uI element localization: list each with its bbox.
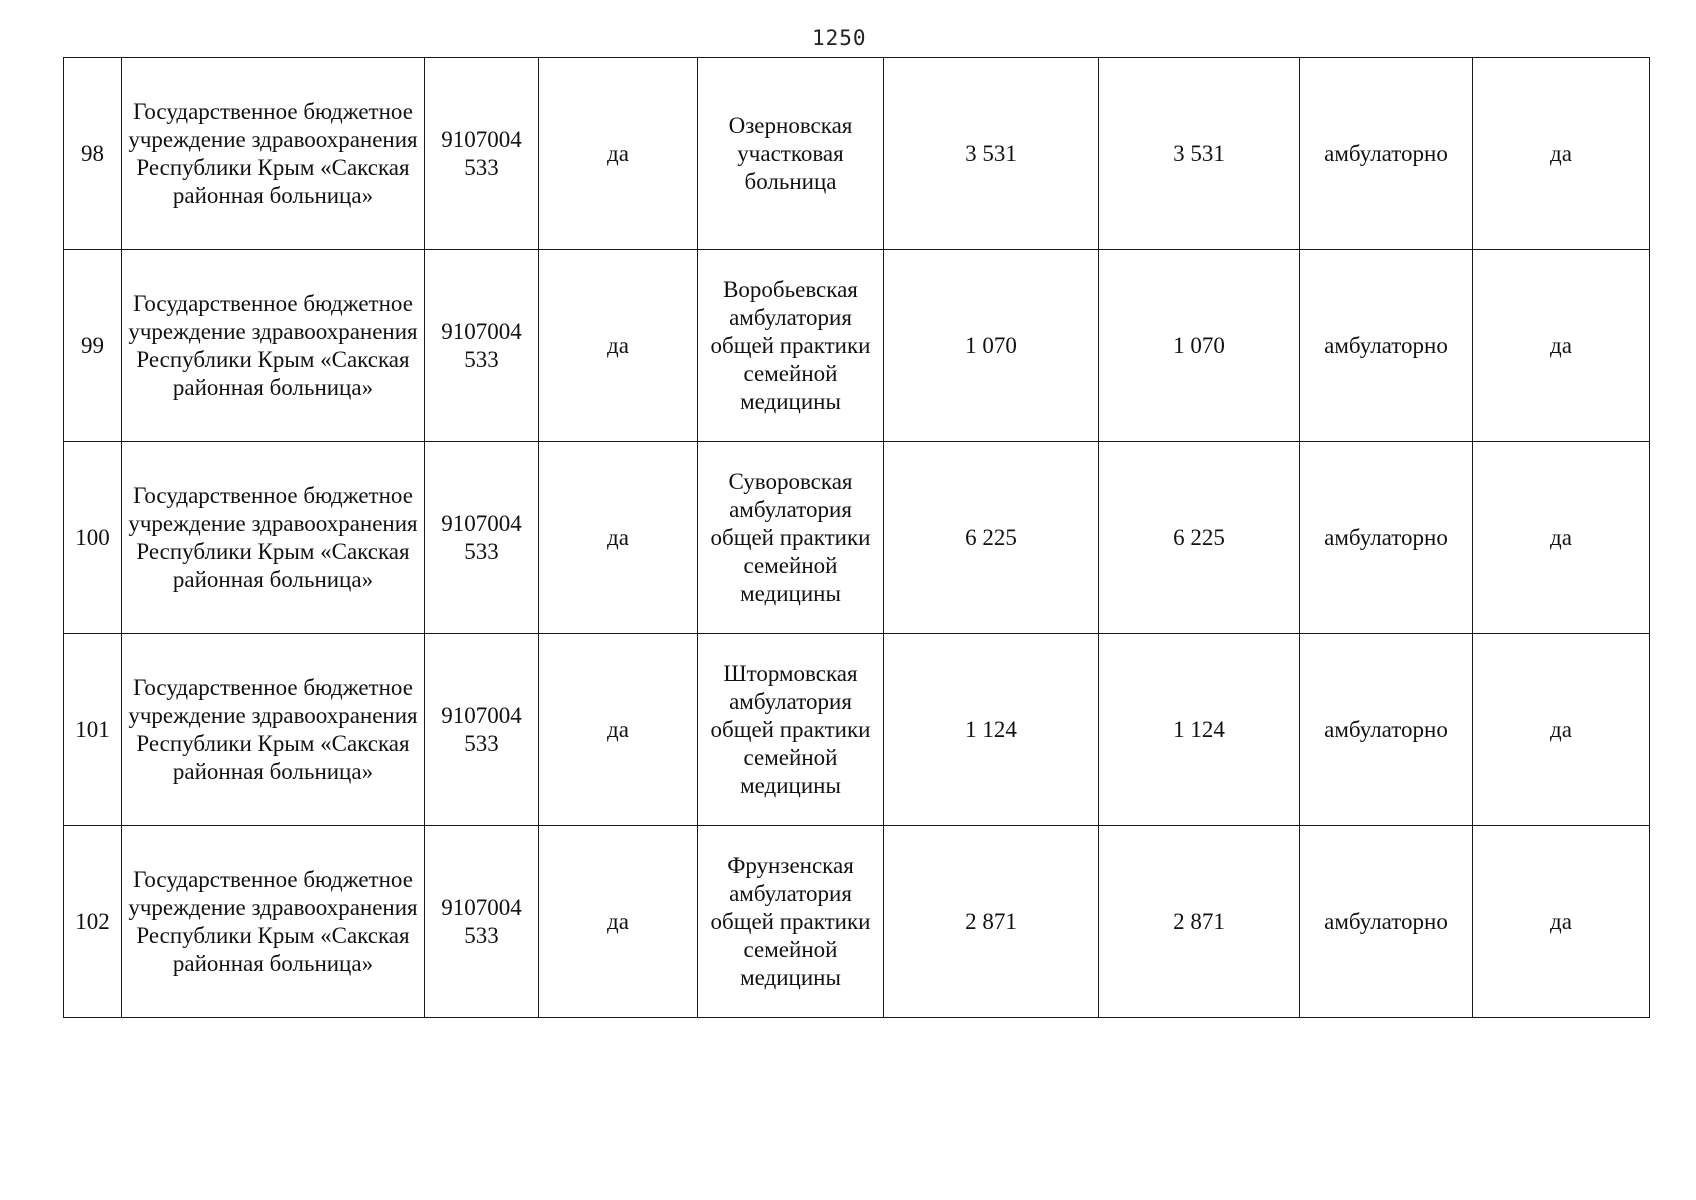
inn-cell	[425, 826, 539, 1018]
inn-line-2: 533	[464, 154, 499, 180]
organization-text: Государственное бюджетное учреждение здравоохранения Республики Крым «Сакская районная больница»	[128, 482, 418, 592]
table-row	[64, 250, 1650, 442]
inn-cell	[425, 58, 539, 250]
inn-cell	[425, 250, 539, 442]
mode-cell: амбулаторно	[1300, 442, 1473, 634]
inn-line-1: 9107004	[441, 318, 522, 344]
inn-cell	[425, 442, 539, 634]
row-number: 100	[64, 442, 122, 634]
row-number: 98	[64, 58, 122, 250]
value-1-cell: 1 070	[884, 250, 1099, 442]
row-number: 99	[64, 250, 122, 442]
unit-name: Озерновская участковая больница	[698, 58, 884, 250]
organization-name	[122, 250, 425, 442]
last-flag-cell: да	[1473, 826, 1650, 1018]
organization-name	[122, 442, 425, 634]
flag-cell: да	[539, 250, 698, 442]
inn-line-1: 9107004	[441, 894, 522, 920]
inn-line-2: 533	[464, 538, 499, 564]
value-2-cell: 1 124	[1099, 634, 1300, 826]
unit-name: Штормовская амбулатория общей практики семейной медицины	[698, 634, 884, 826]
page-number: 1250	[812, 26, 867, 50]
inn-line-2: 533	[464, 346, 499, 372]
value-1-cell: 3 531	[884, 58, 1099, 250]
organization-text: Государственное бюджетное учреждение здравоохранения Республики Крым «Сакская районная больница»	[128, 98, 418, 208]
inn-line-1: 9107004	[441, 126, 522, 152]
flag-cell: да	[539, 58, 698, 250]
value-2-cell: 6 225	[1099, 442, 1300, 634]
value-2-cell: 3 531	[1099, 58, 1300, 250]
inn-line-1: 9107004	[441, 702, 522, 728]
value-2-cell: 2 871	[1099, 826, 1300, 1018]
organization-name	[122, 58, 425, 250]
flag-cell: да	[539, 442, 698, 634]
table-body	[64, 58, 1650, 1018]
organization-text: Государственное бюджетное учреждение здравоохранения Республики Крым «Сакская районная больница»	[128, 674, 418, 784]
row-number: 101	[64, 634, 122, 826]
mode-cell: амбулаторно	[1300, 826, 1473, 1018]
mode-cell: амбулаторно	[1300, 58, 1473, 250]
registry-table	[63, 57, 1650, 1018]
table-row	[64, 58, 1650, 250]
last-flag-cell: да	[1473, 250, 1650, 442]
organization-name	[122, 826, 425, 1018]
organization-name	[122, 634, 425, 826]
value-2-cell: 1 070	[1099, 250, 1300, 442]
unit-name: Фрунзенская амбулатория общей практики семейной медицины	[698, 826, 884, 1018]
mode-cell: амбулаторно	[1300, 634, 1473, 826]
inn-line-1: 9107004	[441, 510, 522, 536]
last-flag-cell: да	[1473, 634, 1650, 826]
value-1-cell: 2 871	[884, 826, 1099, 1018]
organization-text: Государственное бюджетное учреждение здравоохранения Республики Крым «Сакская районная больница»	[128, 866, 418, 976]
unit-name: Суворовская амбулатория общей практики семейной медицины	[698, 442, 884, 634]
table-row	[64, 442, 1650, 634]
inn-cell	[425, 634, 539, 826]
unit-name: Воробьевская амбулатория общей практики семейной медицины	[698, 250, 884, 442]
flag-cell: да	[539, 826, 698, 1018]
last-flag-cell: да	[1473, 442, 1650, 634]
organization-text: Государственное бюджетное учреждение здравоохранения Республики Крым «Сакская районная больница»	[128, 290, 418, 400]
last-flag-cell: да	[1473, 58, 1650, 250]
value-1-cell: 6 225	[884, 442, 1099, 634]
mode-cell: амбулаторно	[1300, 250, 1473, 442]
inn-line-2: 533	[464, 730, 499, 756]
row-number: 102	[64, 826, 122, 1018]
inn-line-2: 533	[464, 922, 499, 948]
flag-cell: да	[539, 634, 698, 826]
table-row	[64, 826, 1650, 1018]
table-row	[64, 634, 1650, 826]
value-1-cell: 1 124	[884, 634, 1099, 826]
